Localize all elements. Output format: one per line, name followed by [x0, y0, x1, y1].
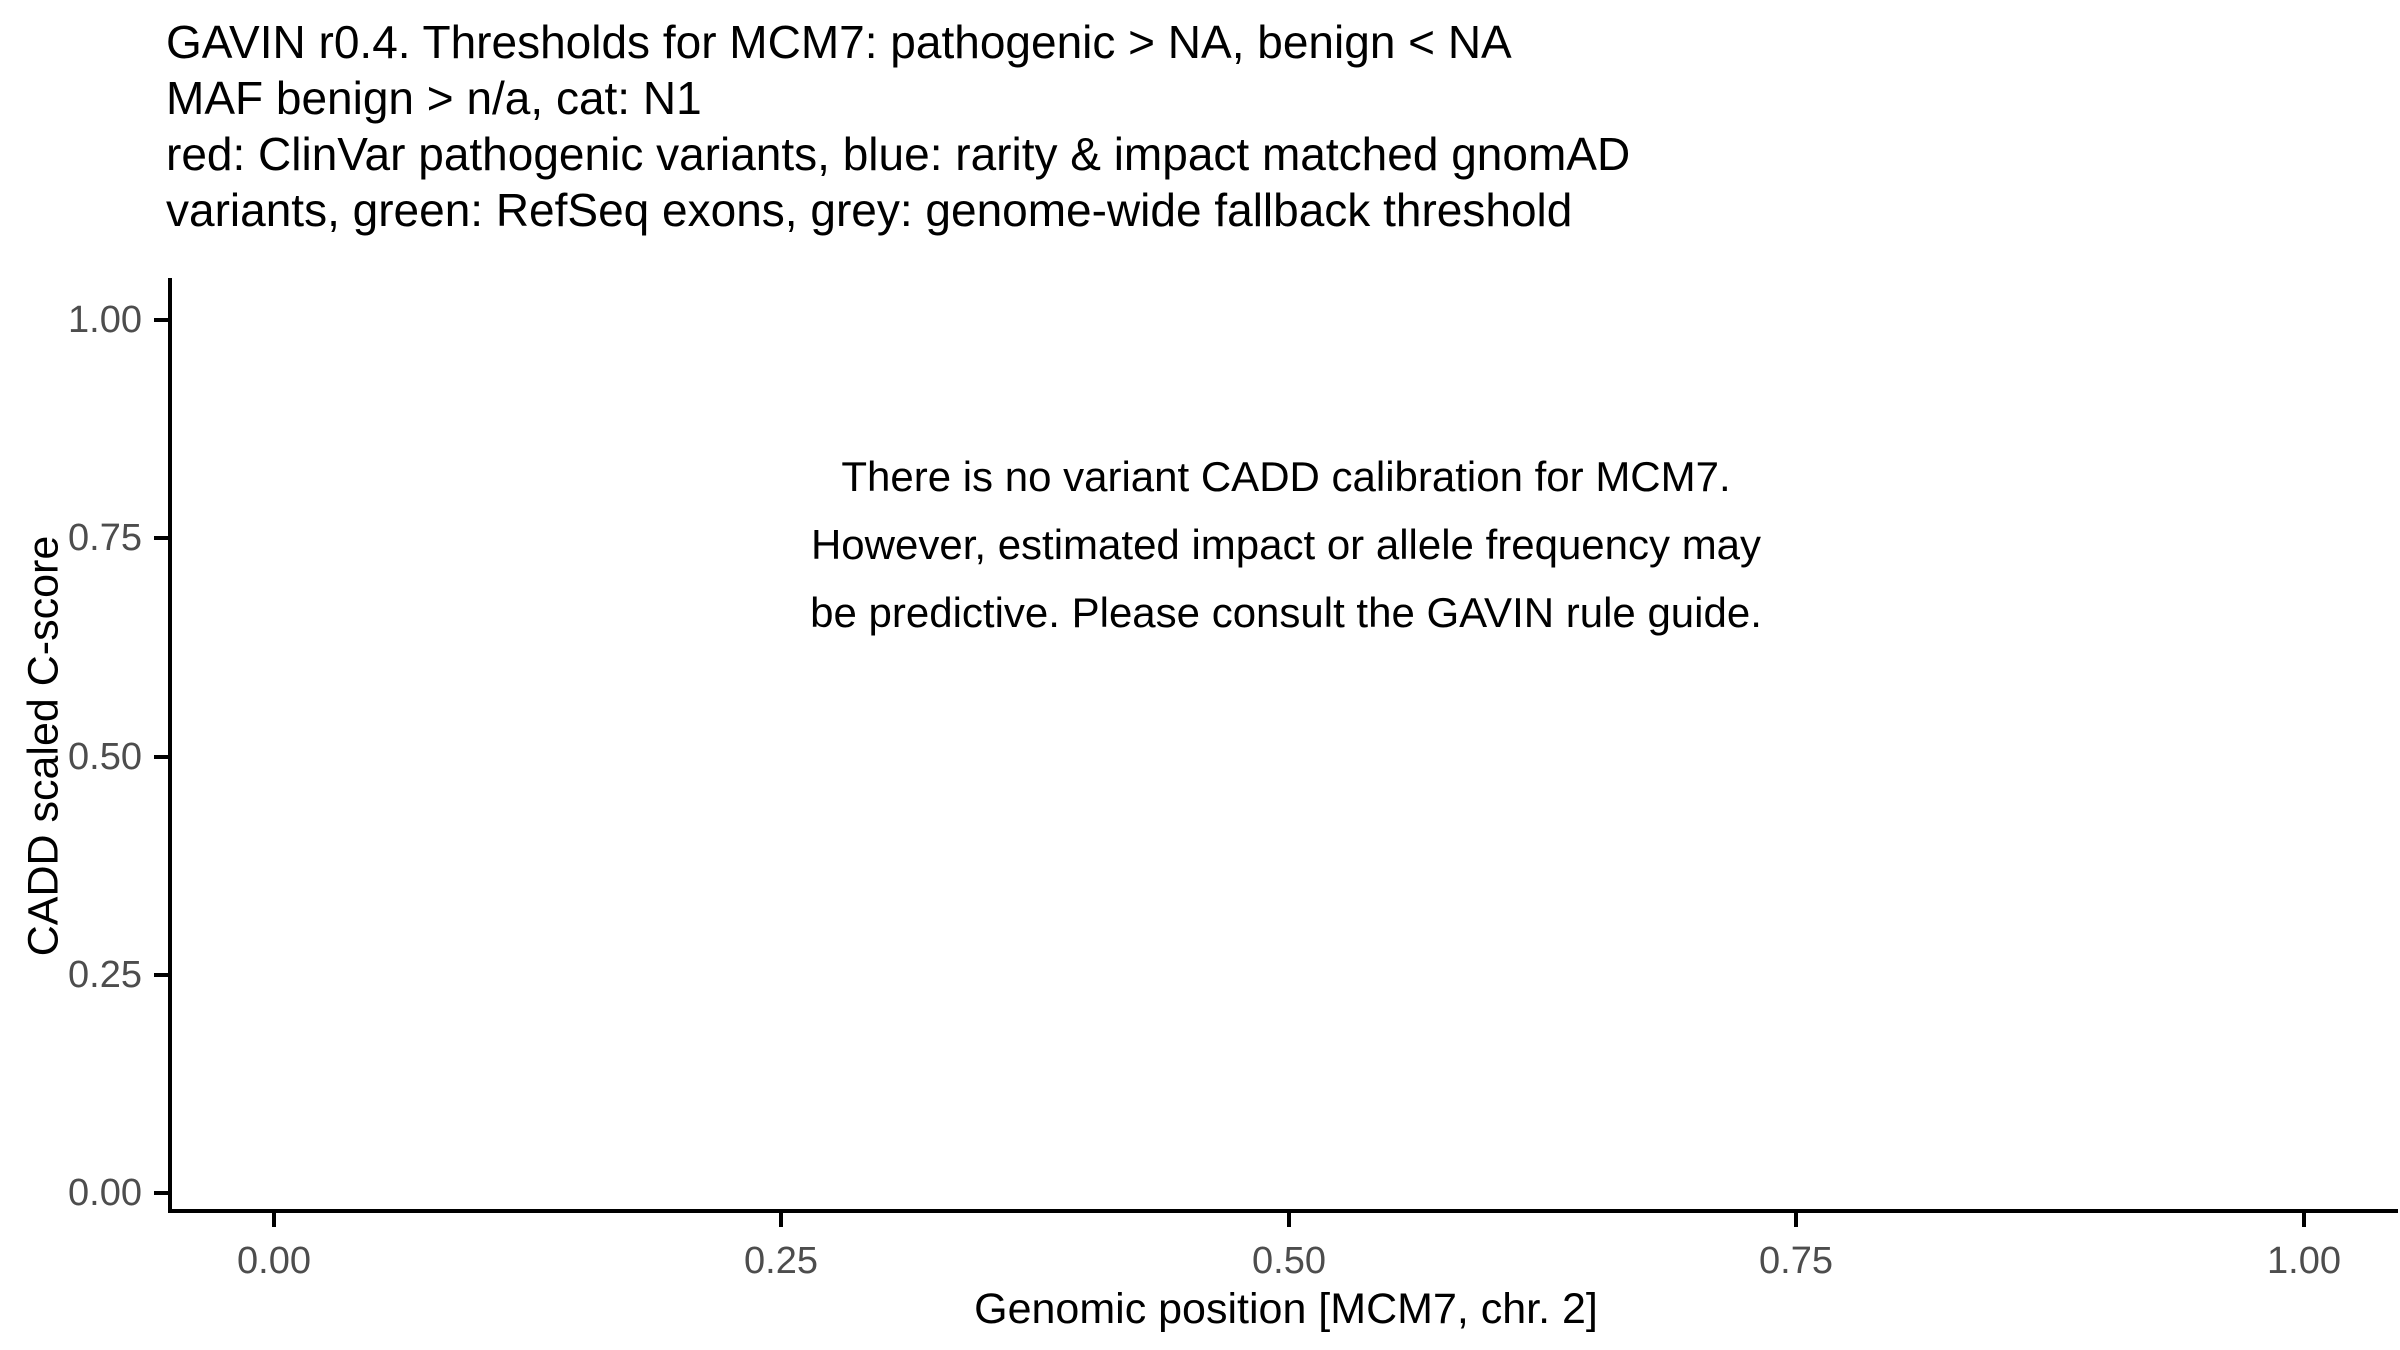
chart-title-line-1: GAVIN r0.4. Thresholds for MCM7: pathogenic > NA, benign < NA [166, 16, 1512, 68]
y-tick-label-1.00: 1.00 [68, 299, 142, 341]
x-tick-label-0.50: 0.50 [1252, 1240, 1326, 1282]
y-tick-label-0.00: 0.00 [68, 1172, 142, 1214]
x-tick-mark-0.25 [779, 1213, 783, 1227]
y-tick-label-0.75: 0.75 [68, 517, 142, 559]
chart-title-line-3: red: ClinVar pathogenic variants, blue: rarity & impact matched gnomAD [166, 128, 1631, 180]
y-tick-label-0.25: 0.25 [68, 954, 142, 996]
chart-title-line-4: variants, green: RefSeq exons, grey: genome-wide fallback threshold [166, 184, 1573, 236]
y-tick-label-0.50: 0.50 [68, 736, 142, 778]
annotation-line-2: However, estimated impact or allele frequency may [810, 521, 1762, 568]
chart-title-line-2: MAF benign > n/a, cat: N1 [166, 72, 702, 124]
x-tick-mark-0.50 [1287, 1213, 1291, 1227]
y-tick-mark-0.50 [154, 755, 168, 759]
annotation-line-3: be predictive. Please consult the GAVIN rule guide. [810, 589, 1762, 636]
x-tick-label-0.25: 0.25 [744, 1240, 818, 1282]
chart-title [166, 14, 1630, 238]
y-tick-mark-0.75 [154, 536, 168, 540]
x-tick-label-1.00: 1.00 [2267, 1240, 2341, 1282]
y-tick-mark-0.25 [154, 973, 168, 977]
y-tick-mark-0.00 [154, 1191, 168, 1195]
plot-panel [168, 278, 2398, 1213]
x-tick-mark-0.75 [1794, 1213, 1798, 1227]
x-tick-mark-1.00 [2302, 1213, 2306, 1227]
y-axis-title: CADD scaled C-score [19, 535, 68, 957]
y-tick-mark-1.00 [154, 318, 168, 322]
x-tick-label-0.75: 0.75 [1759, 1240, 1833, 1282]
annotation-line-1: There is no variant CADD calibration for MCM7. [841, 453, 1731, 500]
x-tick-mark-0.00 [272, 1213, 276, 1227]
x-axis-title: Genomic position [MCM7, chr. 2] [974, 1285, 1598, 1333]
plot-annotation [810, 443, 1762, 647]
x-tick-label-0.00: 0.00 [237, 1240, 311, 1282]
